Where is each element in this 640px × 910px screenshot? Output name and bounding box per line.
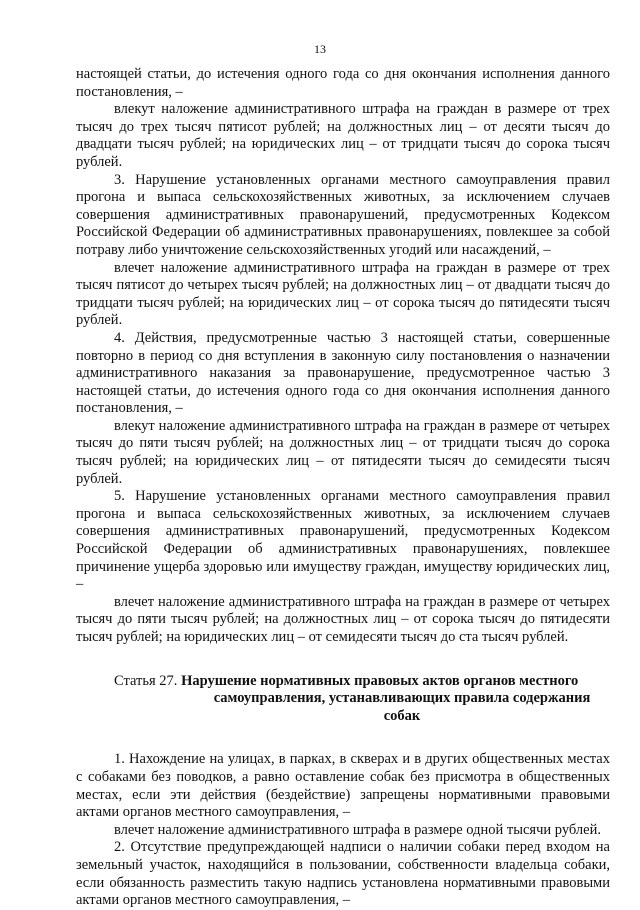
article-title-line-1: Нарушение нормативных правовых актов органов местного (181, 672, 579, 689)
paragraph-penalty-2: влекут наложение административного штрафа на граждан в размере от трех тысяч до трех тысяч пятисот рублей; на должностных лиц – от десяти тысяч до двадцати тысяч рублей; на юридических лиц – от тридцати тысяч до сорока тысяч рублей. (76, 101, 610, 170)
paragraph-article-part-2: 2. Отсутствие предупреждающей надписи о наличии собаки перед входом на земельный участок, находящийся в пользовании, собственности владельца собаки, если обязанность разместить такую надпись установлена нормативными правовыми актами органов местного самоуправления, – (76, 839, 610, 909)
paragraph-penalty-3: влечет наложение административного штрафа на граждан в размере от трех тысяч пятисот до четырех тысяч рублей; на должностных лиц – от двадцати тысяч до тридцати тысяч рублей; на юридических лиц – от сорока тысяч до пятидесяти тысяч рублей. (76, 259, 610, 329)
article-heading (76, 673, 610, 726)
paragraph-part-4: 4. Действия, предусмотренные частью 3 настоящей статьи, совершенные повторно в период со дня вступления в законную силу постановления о назначении административного наказания за правонарушение, предусмотренное частью 3 настоящей статьи, до истечения одного года со дня окончания исполнения данного постановления, – (76, 329, 610, 417)
paragraph-article-penalty-1: влечет наложение административного штрафа в размере одной тысячи рублей. (114, 821, 601, 838)
paragraph-article-part-1: 1. Нахождение на улицах, в парках, в скверах и в других общественных местах с собаками без поводков, а равно оставление собак без присмотра в общественных местах, если эти действия (бездействие) запрещены нормативными правовыми актами органов местного самоуправления, – (76, 751, 610, 821)
article-label: Статья 27. (114, 672, 178, 689)
page-number: 13 (314, 42, 326, 56)
paragraph-penalty-4: влекут наложение административного штрафа на граждан в размере от четырех тысяч до пяти тысяч рублей; на должностных лиц – от тридцати тысяч до сорока тысяч рублей; на юридических лиц – от пятидесяти тысяч до семидесяти тысяч рублей. (76, 417, 610, 487)
paragraph-part-3: 3. Нарушение установленных органами местного самоуправления правил прогона и выпаса сельскохозяйственных животных, за исключением случаев совершения административных правонарушений, предусмотренных Кодексом Российской Федерации об административных правонарушениях, повлекшее за собой потраву либо уничтожение сельскохозяйственных угодий или насаждений, – (76, 171, 610, 258)
paragraph-penalty-5: влечет наложение административного штрафа на граждан в размере от четырех тысяч до пяти тысяч рублей; на должностных лиц – от сорока тысяч до пятидесяти тысяч рублей; на юридических лиц – от семидесяти тысяч до ста тысяч рублей. (76, 593, 610, 645)
paragraph-part-5: 5. Нарушение установленных органами местного самоуправления правил прогона и выпаса сельскохозяйственных животных, за исключением случаев совершения административных правонарушений, предусмотренных Кодексом Российской Федерации об административных правонарушениях, повлекшее причинение ущерба здоровью или имуществу граждан, имуществу юридических лиц, – (76, 488, 610, 593)
paragraph-continuation: настоящей статьи, до истечения одного года со дня окончания исполнения данного постановления, – (76, 66, 610, 100)
document-body (76, 66, 610, 910)
article-title-line-2: самоуправления, устанавливающих правила содержания собак (213, 690, 591, 724)
